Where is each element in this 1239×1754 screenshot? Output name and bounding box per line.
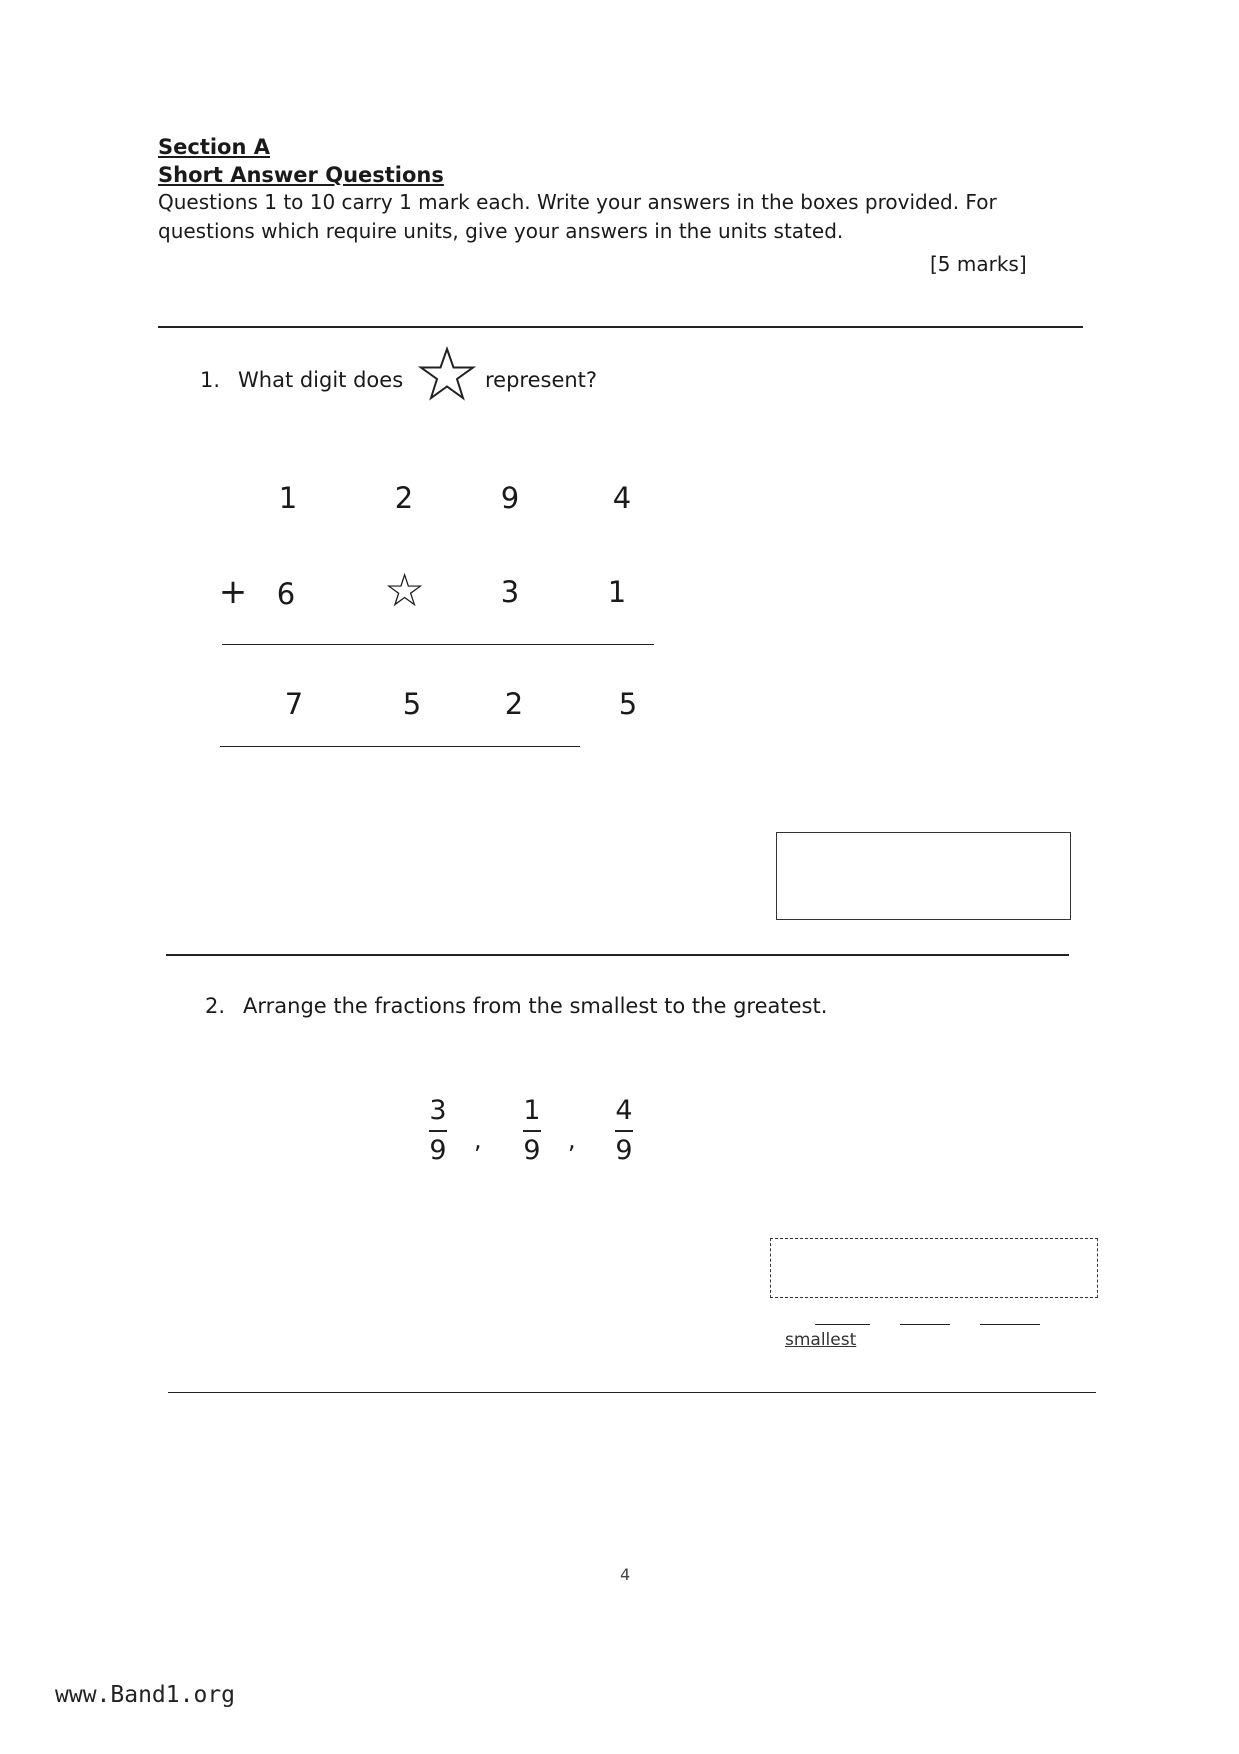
- q2-number: 2.: [205, 994, 226, 1018]
- star-icon: [418, 346, 476, 404]
- section-title: Section A: [158, 135, 270, 159]
- fraction-denominator: 9: [429, 1135, 447, 1166]
- fraction: [418, 1096, 458, 1166]
- divider-middle: [166, 954, 1069, 956]
- total-marks: [5 marks]: [930, 252, 1027, 276]
- divider-bottom: [168, 1392, 1096, 1393]
- fraction-bar: [615, 1130, 633, 1132]
- q1-row1-digit: 2: [394, 481, 414, 515]
- q1-result-digit: 5: [618, 687, 638, 721]
- q1-number: 1.: [200, 368, 221, 392]
- answer-blank[interactable]: [900, 1324, 950, 1325]
- q1-row1-digit: 4: [612, 481, 632, 515]
- plus-sign: +: [218, 572, 248, 612]
- fraction-separator: ,: [474, 1126, 482, 1154]
- fraction-denominator: 9: [615, 1135, 633, 1166]
- fraction-denominator: 9: [523, 1135, 541, 1166]
- q1-row2-star: ☆: [384, 563, 426, 617]
- answer-blank[interactable]: [815, 1324, 870, 1325]
- q1-row2-digit: 6: [276, 577, 296, 611]
- page-number: 4: [620, 1565, 631, 1584]
- q1-text-before: What digit does: [238, 368, 404, 392]
- q1-result-digit: 2: [504, 687, 524, 721]
- q1-row2-digit: 1: [607, 575, 627, 609]
- fraction-separator: ,: [568, 1126, 576, 1154]
- q1-row1-digit: 1: [278, 481, 298, 515]
- footer-url: www.Band1.org: [55, 1682, 236, 1708]
- q1-text-after: represent?: [485, 368, 598, 392]
- q1-result-digit: 5: [402, 687, 422, 721]
- fraction: [604, 1096, 644, 1166]
- q1-result-digit: 7: [284, 687, 304, 721]
- q1-row1-digit: 9: [500, 481, 520, 515]
- sum-line-top: [222, 644, 654, 645]
- fraction-bar: [523, 1130, 541, 1132]
- fraction: [512, 1096, 552, 1166]
- fraction-numerator: 1: [523, 1095, 541, 1126]
- sum-line-bottom: [220, 746, 580, 747]
- q2-answer-box[interactable]: [770, 1238, 1098, 1298]
- smallest-caption: smallest: [785, 1330, 857, 1350]
- fraction-numerator: 4: [615, 1095, 633, 1126]
- fraction-bar: [429, 1130, 447, 1132]
- q2-text: Arrange the fractions from the smallest to the greatest.: [243, 994, 828, 1018]
- answer-blank[interactable]: [980, 1324, 1040, 1325]
- divider-top: [158, 326, 1083, 328]
- q1-row2-digit: 3: [500, 575, 520, 609]
- instructions-text: Questions 1 to 10 carry 1 mark each. Write your answers in the boxes provided. For questions which require units, give your answers in the units stated.: [158, 190, 997, 243]
- q1-answer-box[interactable]: [776, 832, 1071, 920]
- section-subtitle: Short Answer Questions: [158, 163, 444, 187]
- fraction-numerator: 3: [429, 1095, 447, 1126]
